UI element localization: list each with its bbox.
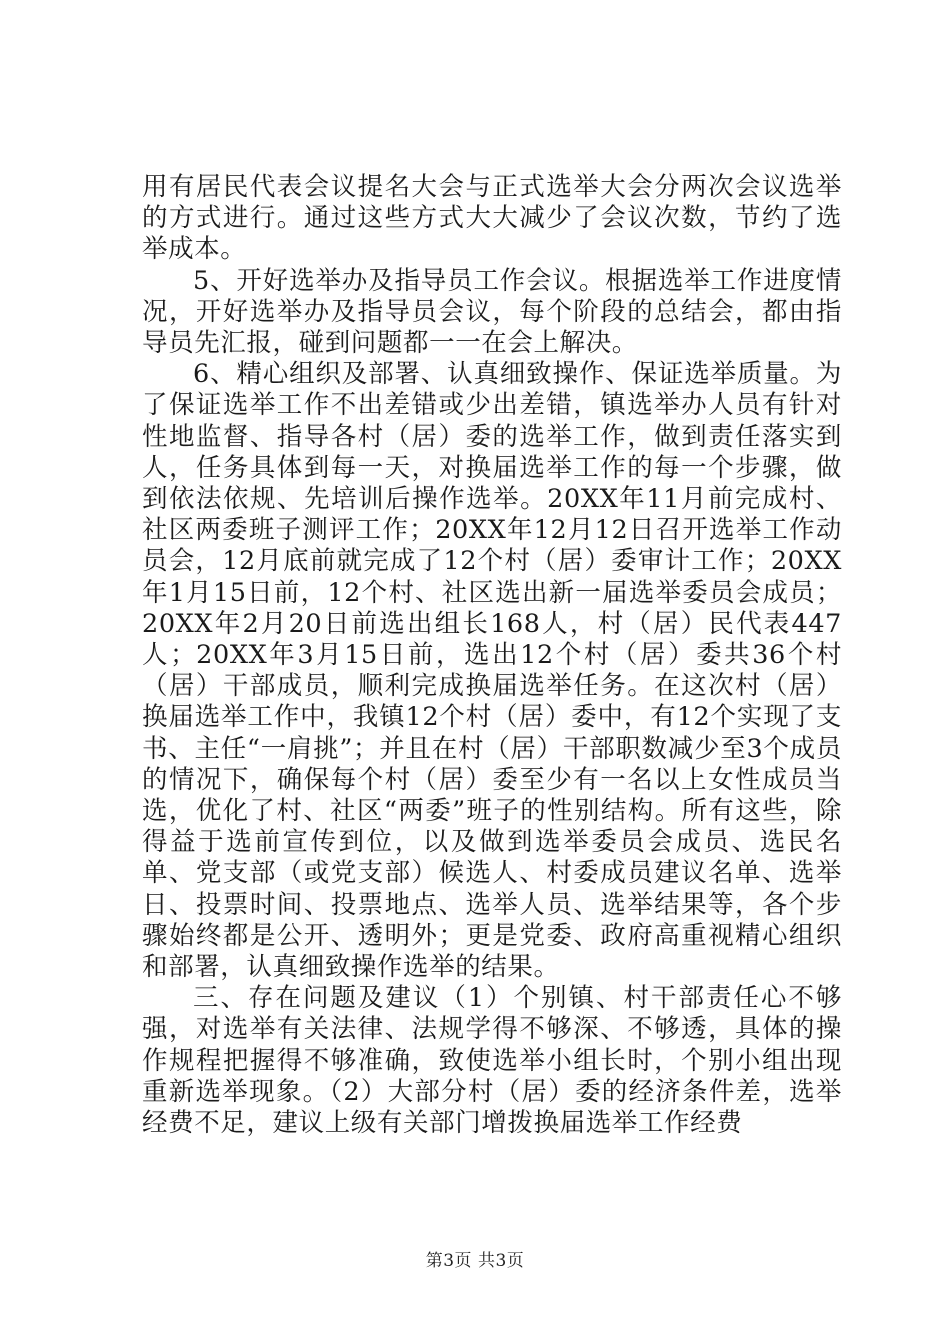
- page-footer: [0, 1246, 950, 1271]
- paragraph-section-3: 三、存在问题及建议（1）个别镇、村干部责任心不够强，对选举有关法律、法规学得不够深、不够透，具体的操作规程把握得不够准确，致使选举小组长时，个别小组出现重新选举现象。（2）大部分村（居）委的经济条件差，选举经费不足，建议上级有关部门增拨换届选举工作经费: [142, 983, 842, 1139]
- paragraph-item-5: 5、开好选举办及指导员工作会议。根据选举工作进度情况，开好选举办及指导员会议，每个阶段的总结会，都由指导员先汇报，碰到问题都一一在会上解决。: [142, 265, 842, 359]
- page-number: 第3页 共3页: [425, 1251, 525, 1271]
- paragraph-item-6: 6、精心组织及部署、认真细致操作、保证选举质量。为了保证选举工作不出差错或少出差错，镇选举办人员有针对性地监督、指导各村（居）委的选举工作，做到责任落实到人，任务具体到每一天，对换届选举工作的每一个步骤，做到依法依规、先培训后操作选举。20XX年11月前完成村、社区两委班子测评工作；20XX年12月12日召开选举工作动员会，12月底前就完成了12个村（居）委审计工作；20XX年1月15日前，12个村、社区选出新一届选举委员会成员；20XX年2月20日前选出组长168人，村（居）民代表447人；20XX年3月15日前，选出12个村（居）委共36个村（居）干部成员，顺利完成换届选举任务。在这次村（居）换届选举工作中，我镇12个村（居）委中，有12个实现了支书、主任“一肩挑”；并且在村（居）干部职数减少至3个成员的情况下，确保每个村（居）委至少有一名以上女性成员当选，优化了村、社区“两委”班子的性别结构。所有这些，除得益于选前宣传到位，以及做到选举委员会成员、选民名单、党支部（或党支部）候选人、村委成员建议名单、选举日、投票时间、投票地点、选举人员、选举结果等，各个步骤始终都是公开、透明外；更是党委、政府高重视精心组织和部署，认真细致操作选举的结果。: [142, 359, 842, 983]
- document-body: [142, 172, 842, 1139]
- paragraph-continuation: 用有居民代表会议提名大会与正式选举大会分两次会议选举的方式进行。通过这些方式大大减少了会议次数，节约了选举成本。: [142, 172, 842, 265]
